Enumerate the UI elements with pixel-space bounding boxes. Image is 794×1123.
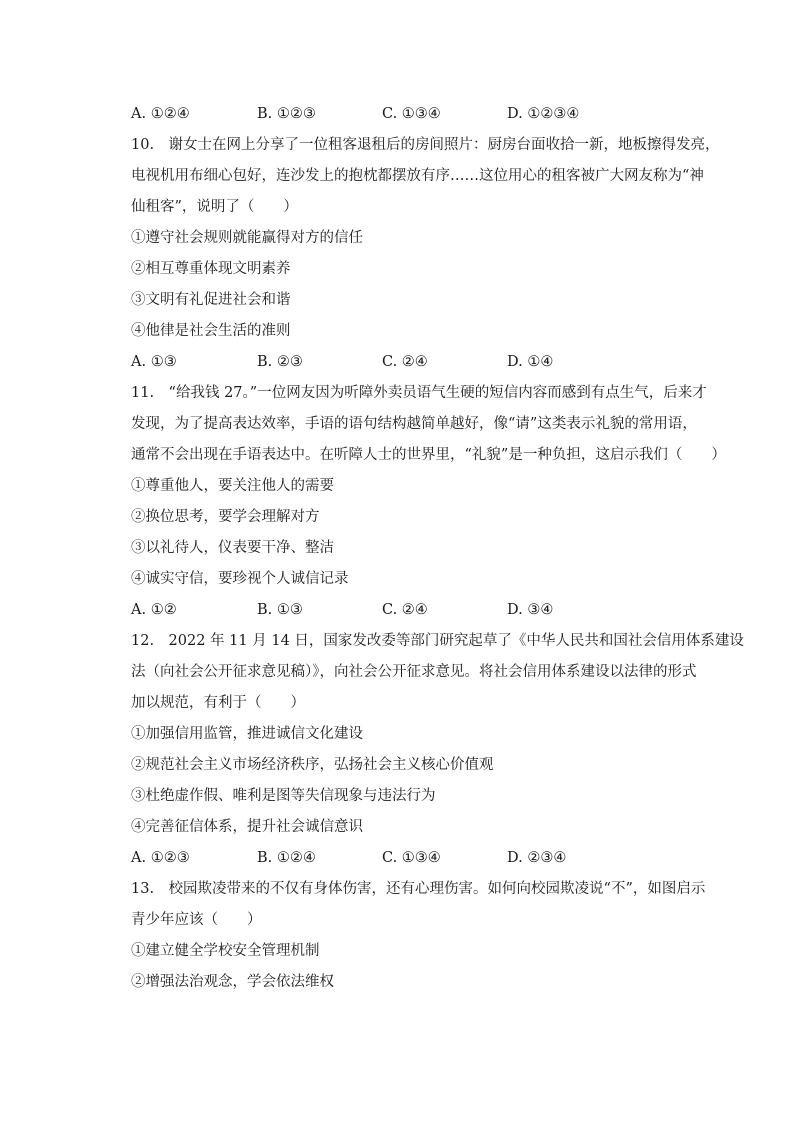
option-d: D. ①②③④ (507, 106, 580, 122)
question-stem-line: 12. 2022 年 11 月 14 日，国家发改委等部门研究起草了《中华人民共和国社会信用体系建设 (131, 633, 744, 649)
option-d: D. ②③④ (507, 850, 567, 866)
question-options (131, 347, 671, 378)
option-a: A. ①②③ (131, 850, 190, 866)
statement-item: ④诚实守信，要珍视个人诚信记录 (131, 571, 349, 587)
option-b: B. ①②④ (257, 850, 316, 866)
statement-item: ①遵守社会规则就能赢得对方的信任 (131, 230, 363, 246)
question-stem-line: 通常不会出现在手语表达中。在听障人士的世界里，“礼貌”是一种负担，这启示我们（ ） (131, 447, 726, 463)
question-13 (131, 874, 706, 998)
option-b: B. ①②③ (257, 106, 316, 122)
statement-item: ①尊重他人，要关注他人的需要 (131, 478, 334, 494)
question-stem-line: 13. 校园欺凌带来的不仅有身体伤害，还有心理伤害。如何向校园欺凌说“不”，如图启示 (131, 881, 706, 897)
statement-item: ②换位思考，要学会理解对方 (131, 509, 320, 525)
option-c: C. ②④ (382, 354, 428, 370)
statement-item: ②增强法治观念，学会依法维权 (131, 974, 334, 990)
option-a: A. ①②④ (131, 106, 190, 122)
statement-item: ④完善征信体系，提升社会诚信意识 (131, 819, 363, 835)
option-b: B. ②③ (257, 354, 303, 370)
option-c: C. ①③④ (382, 106, 441, 122)
option-c: C. ②④ (382, 602, 428, 618)
statement-item: ④他律是社会生活的准则 (131, 323, 291, 339)
question-stem-line: 11. “给我钱 27。”一位网友因为听障外卖员语气生硬的短信内容而感到有点生气，后来才 (131, 385, 707, 401)
question-options (131, 843, 671, 874)
question-stem-line: 仙租客”，说明了（ ） (131, 199, 298, 215)
page-content (131, 99, 744, 998)
option-c: C. ①③④ (382, 850, 441, 866)
statement-item: ①加强信用监管，推进诚信文化建设 (131, 726, 363, 742)
statement-item: ③杜绝虚作假、唯利是图等失信现象与违法行为 (131, 788, 436, 804)
statement-item: ①建立健全学校安全管理机制 (131, 943, 320, 959)
question-stem-line: 法（向社会公开征求意见稿）》，向社会公开征求意见。将社会信用体系建设以法律的形式 (131, 664, 697, 680)
option-a: A. ①② (131, 602, 177, 618)
option-d: D. ①④ (507, 354, 554, 370)
option-a: A. ①③ (131, 354, 177, 370)
question-stem-line: 青少年应该（ ） (131, 912, 262, 928)
option-d: D. ③④ (507, 602, 554, 618)
statement-item: ②规范社会主义市场经济秩序，弘扬社会主义核心价值观 (131, 757, 494, 773)
question-stem-line: 10. 谢女士在网上分享了一位租客退租后的房间照片：厨房台面收拾一新，地板擦得发亮， (131, 137, 720, 153)
question-stem-line: 加以规范，有利于（ ） (131, 695, 305, 711)
question-stem-line: 发现，为了提高表达效率，手语的语句结构越简单越好，像“请”这类表示礼貌的常用语， (131, 416, 697, 432)
statement-item: ③以礼待人，仪表要干净、整洁 (131, 540, 334, 556)
question-11 (131, 378, 726, 626)
question-options (131, 595, 671, 626)
statement-item: ③文明有礼促进社会和谐 (131, 292, 291, 308)
statement-item: ②相互尊重体现文明素养 (131, 261, 291, 277)
option-b: B. ①③ (257, 602, 303, 618)
question-stem-line: 电视机用布细心包好，连沙发上的抱枕都摆放有序……这位用心的租客被广大网友称为“神 (131, 168, 704, 184)
question-10 (131, 130, 720, 378)
question-12 (131, 626, 744, 874)
prev-question-options (131, 99, 671, 130)
